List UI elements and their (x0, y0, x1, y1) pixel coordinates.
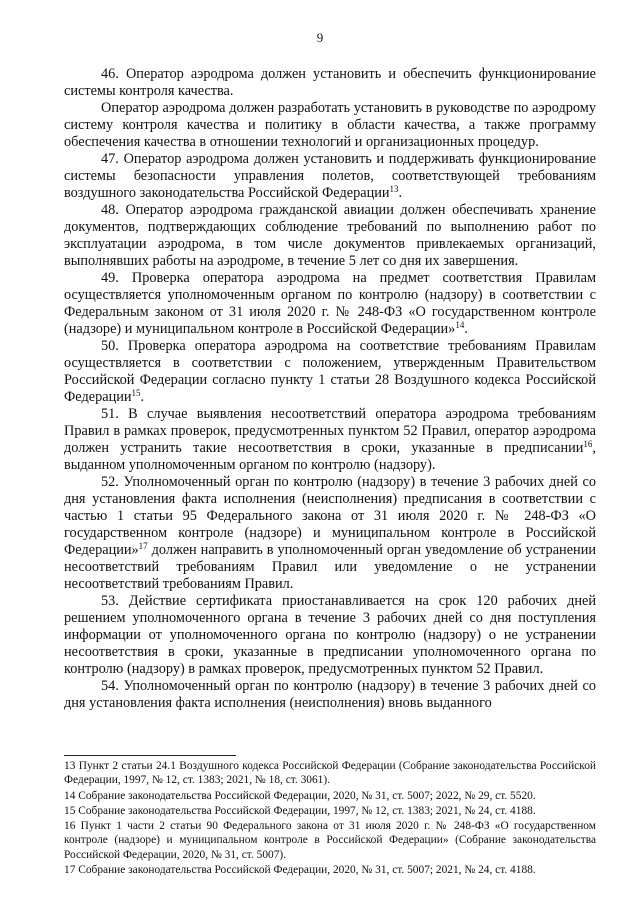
paragraph-50: 50. Проверка оператора аэродрома на соответствие требованиям Правилам осуществляется в соответствии с положением, утвержденным Правительством Российской Федерации согласно пункту 1 статьи 28 Воздушного кодекса Российской Федерации$^{15}$. (64, 338, 596, 405)
paragraph-53: 53. Действие сертификата приостанавливается на срок 120 рабочих дней решением уполномоченного органа в течение 3 рабочих дней со дня поступления информации от уполномоченного органа по контролю (надзору) о не устранении несоответствия в сроки, указанные в предписании уполномоченного органа по контролю (надзору) в рамках проверок, предусмотренных пунктом 52 Правил. (64, 593, 596, 677)
page-number: 9 (316, 30, 324, 45)
paragraph-52: 52. Уполномоченный орган по контролю (надзору) в течение 3 рабочих дней со дня установления факта исполнения (неисполнения) предписания в соответствии с частью 1 статьи 95 Федерального закона от 31 июля 2020 г. № 248-ФЗ «О государственном контроле (надзоре) и муниципальном контроле в Российской Федерации»$^{17}$ должен направить в уполномоченный орган уведомление об устранении несоответствий требованиям Правил или уведомление о не устранении несоответствий требованиям Правил. (64, 474, 596, 592)
footnote-ref-17: 17 (138, 541, 148, 551)
footnote-ref-16: 16 (583, 439, 593, 449)
footnote-13: 13 Пункт 2 статьи 24.1 Воздушного кодекса Российской Федерации (Собрание законодательства Российской Федерации, 1997, № 12, ст. 1383; 2021, № 18, ст. 3061). (64, 760, 596, 787)
footnote-14: 14 Собрание законодательства Российской Федерации, 2020, № 31, ст. 5007; 2022, № 29, ст. 5520. (64, 789, 536, 802)
paragraph-46-cont: Оператор аэродрома должен разработать установить в руководстве по аэродрому систему контроля качества и политику в области качества, а также программу обеспечения качества в отношении технологий и организационных процедур. (64, 100, 596, 150)
footnote-separator (64, 755, 236, 756)
paragraph-47: 47. Оператор аэродрома должен установить и поддерживать функционирование системы безопасности управления полетов, соответствующей требованиям воздушного законодательства Российской Федерации$^{13}$. (64, 151, 596, 201)
footnote-ref-13: 13 (389, 184, 399, 194)
paragraph-46: 46. Оператор аэродрома должен установить и обеспечить функционирование системы контроля качества. (64, 66, 596, 99)
footnote-ref-15: 15 (131, 388, 141, 398)
footnote-17: 17 Собрание законодательства Российской Федерации, 2020, № 31, ст. 5007; 2021, № 24, ст. 4188. (64, 864, 536, 877)
paragraph-51: 51. В случае выявления несоответствий оператора аэродрома требованиям Правил в рамках проверок, предусмотренных пунктом 52 Правил, оператор аэродрома должен устранить такие несоответствия в сроки, указанные в предписании$^{16}$, выданном уполномоченным органом по контролю (надзору). (64, 406, 596, 473)
footnote-ref-14: 14 (455, 320, 465, 330)
footnotes (64, 759, 596, 878)
paragraph-54: 54. Уполномоченный орган по контролю (надзору) в течение 3 рабочих дней со дня установления факта исполнения (неисполнения) вновь выданного (64, 678, 596, 711)
paragraph-48: 48. Оператор аэродрома гражданской авиации должен обеспечивать хранение документов, подтверждающих соблюдение требований по выполнению работ по эксплуатации аэродрома, в том числе документов привлекаемых организаций, выполнявших работы на аэродроме, в течение 5 лет со дня их завершения. (64, 202, 596, 269)
footnote-15: 15 Собрание законодательства Российской Федерации, 1997, № 12, ст. 1383; 2021, № 24, ст. 4188. (64, 804, 536, 817)
document-body (64, 66, 596, 712)
paragraph-49: 49. Проверка оператора аэродрома на предмет соответствия Правилам осуществляется уполномоченным органом по контролю (надзору) в соответствии с Федеральным законом от 31 июля 2020 г. № 248-ФЗ «О государственном контроле (надзоре) и муниципальном контроле в Российской Федерации»$^{14}$. (64, 270, 596, 337)
footnote-16: 16 Пункт 1 части 2 статьи 90 Федерального закона от 31 июля 2020 г. № 248-ФЗ «О государственном контроле (надзоре) и муниципальном контроле в Российской Федерации» (Собрание законодательства Российской Федерации, 2020, № 31, ст. 5007). (64, 820, 596, 861)
